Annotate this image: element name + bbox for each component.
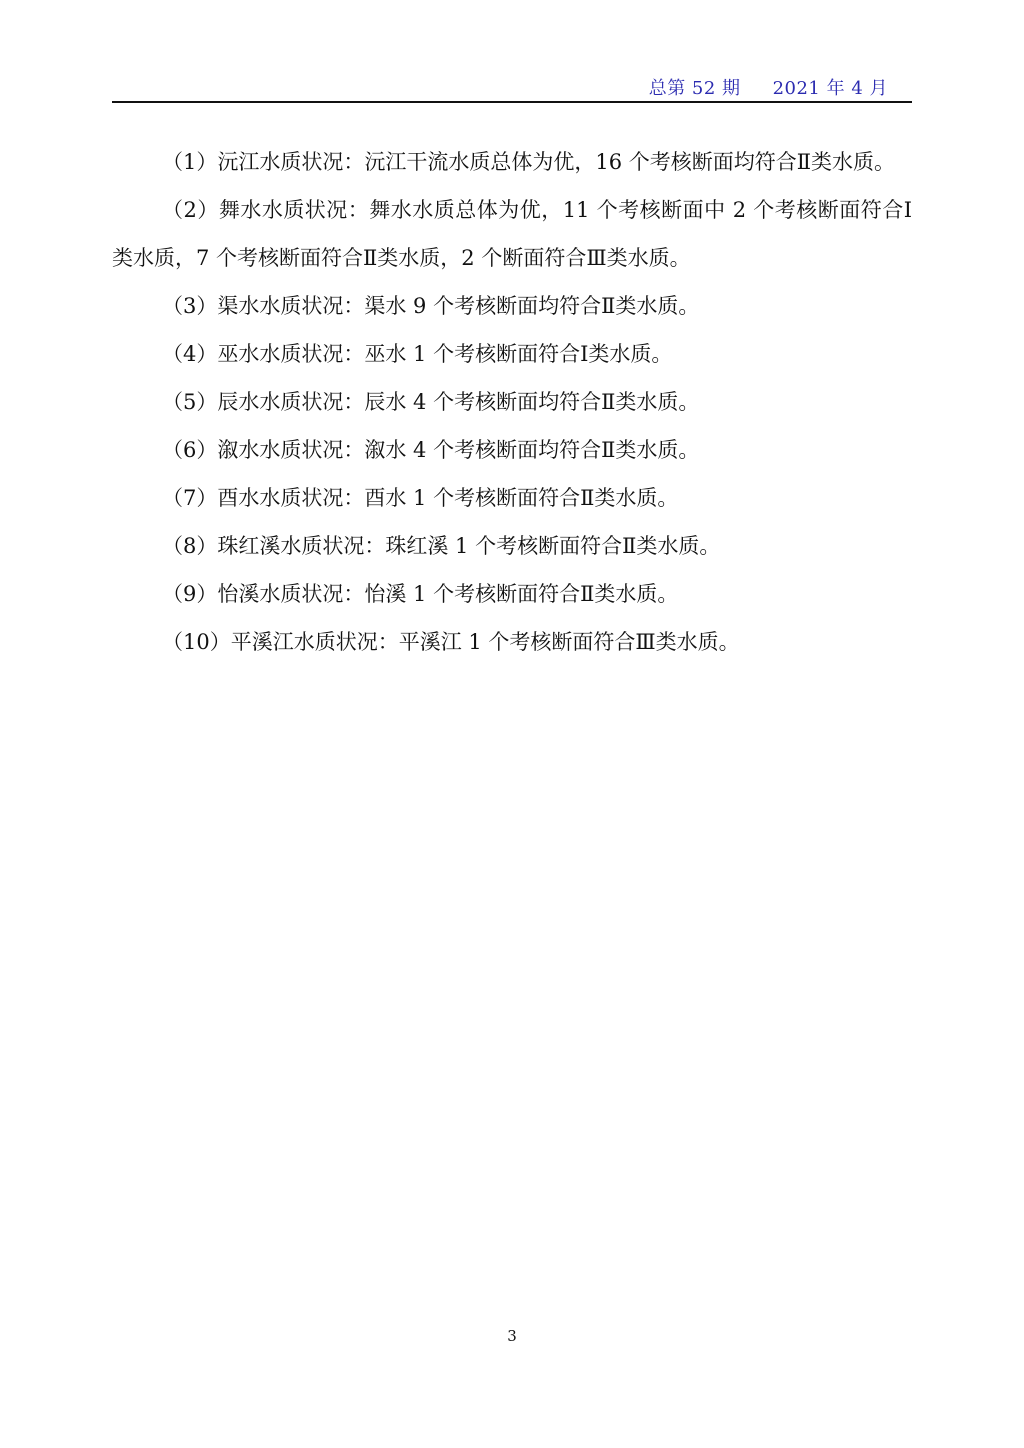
paragraph-qushui: （3）渠水水质状况：渠水 9 个考核断面均符合Ⅱ类水质。 [162,294,700,318]
running-header [649,74,888,100]
paragraph-xushui: （6）溆水水质状况：溆水 4 个考核断面均符合Ⅱ类水质。 [162,438,700,462]
paragraph-yuanjiang: （1）沅江水质状况：沅江干流水质总体为优，16 个考核断面均符合Ⅱ类水质。 [162,150,896,174]
paragraph-youshui: （7）酉水水质状况：酉水 1 个考核断面符合Ⅱ类水质。 [162,486,679,510]
body-text [112,138,912,666]
header-date: 2021 年 4 月 [772,78,888,99]
paragraph-wushui: （2）舞水水质状况：舞水水质总体为优，11 个考核断面中 2 个考核断面符合Ⅰ类水质，7 个考核断面符合Ⅱ类水质，2 个断面符合Ⅲ类水质。 [112,198,912,270]
page-number: 3 [507,1327,517,1345]
paragraph-yixi: （9）怡溪水质状况：怡溪 1 个考核断面符合Ⅱ类水质。 [162,582,679,606]
paragraph-wushui-2: （4）巫水水质状况：巫水 1 个考核断面符合Ⅰ类水质。 [162,342,673,366]
paragraph-zhuhongxi: （8）珠红溪水质状况：珠红溪 1 个考核断面符合Ⅱ类水质。 [162,534,721,558]
paragraph-pingxijiang: （10）平溪江水质状况：平溪江 1 个考核断面符合Ⅲ类水质。 [162,630,740,654]
header-issue-number: 总第 52 期 [648,78,741,99]
header-divider [112,101,912,103]
paragraph-chenshui: （5）辰水水质状况：辰水 4 个考核断面均符合Ⅱ类水质。 [162,390,700,414]
